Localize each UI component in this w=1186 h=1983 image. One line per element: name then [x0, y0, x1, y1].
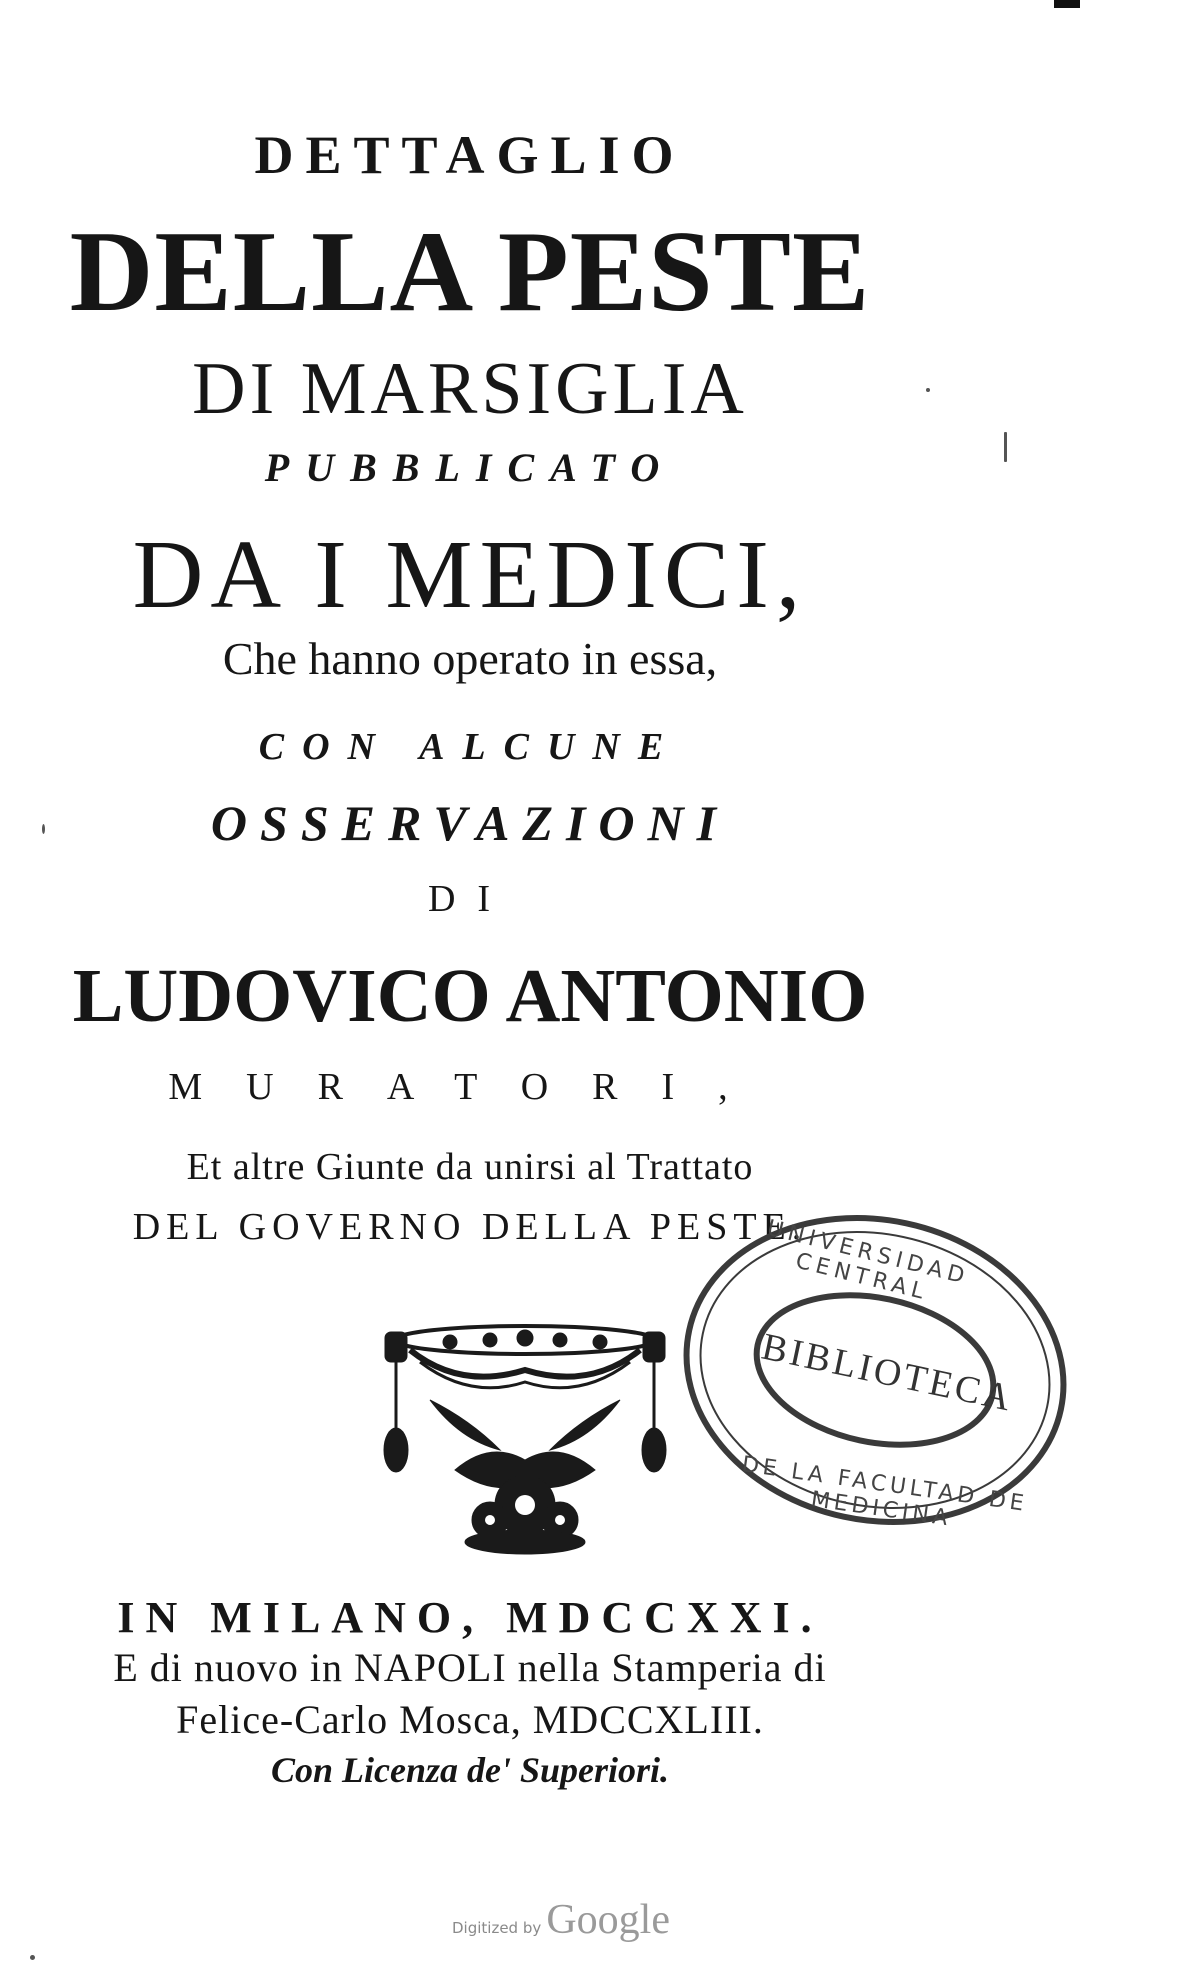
title-line-della-peste: DELLA PESTE: [69, 208, 871, 336]
title-line-di: DI: [427, 878, 513, 920]
title-line-con-alcune: CON ALCUNE: [258, 726, 682, 768]
scan-speck: [42, 824, 45, 834]
title-line-pubblicato: PUBBLICATO: [264, 445, 676, 490]
google-watermark: [452, 1896, 670, 1944]
title-line-dettaglio: DETTAGLIO: [254, 125, 686, 185]
imprint-napoli: E di nuovo in NAPOLI nella Stamperia di: [113, 1645, 827, 1690]
title-line-altre-giunte: Et altre Giunte da unirsi al Trattato: [186, 1146, 754, 1188]
imprint-licenza: Con Licenza de' Superiori.: [270, 1750, 670, 1790]
title-line-che-hanno-operato: Che hanno operato in essa,: [222, 633, 718, 684]
imprint-milano: IN MILANO, MDCCXXI.: [117, 1593, 823, 1642]
floral-garland-ornament-icon: [360, 1320, 690, 1560]
title-line-di-marsiglia: DI MARSIGLIA: [192, 348, 748, 430]
scan-speck: [926, 388, 930, 392]
author-name: LUDOVICO ANTONIO: [72, 954, 868, 1038]
watermark-prefix: Digitized by: [452, 1919, 542, 1937]
author-surname: MURATORI,: [168, 1066, 772, 1108]
scan-speck: [1004, 432, 1007, 462]
scan-edge-mark: [1054, 0, 1080, 8]
imprint-printer: Felice-Carlo Mosca, MDCCXLIII.: [176, 1697, 764, 1742]
stamp-ring-top-text: UNIVERSIDAD CENTRAL: [764, 1215, 972, 1306]
stamp-ring-bottom-text: DE LA FACULTAD DE MEDICINA: [740, 1452, 1030, 1532]
scan-speck: [30, 1955, 35, 1960]
title-line-osservazioni: OSSERVAZIONI: [210, 795, 730, 851]
stamp-center-text: BIBLIOTECA: [758, 1325, 1018, 1420]
title-line-da-i-medici: DA I MEDICI,: [132, 521, 808, 629]
title-line-del-governo: DEL GOVERNO DELLA PESTE.: [132, 1206, 808, 1248]
google-logo-icon: Google: [546, 1897, 670, 1943]
